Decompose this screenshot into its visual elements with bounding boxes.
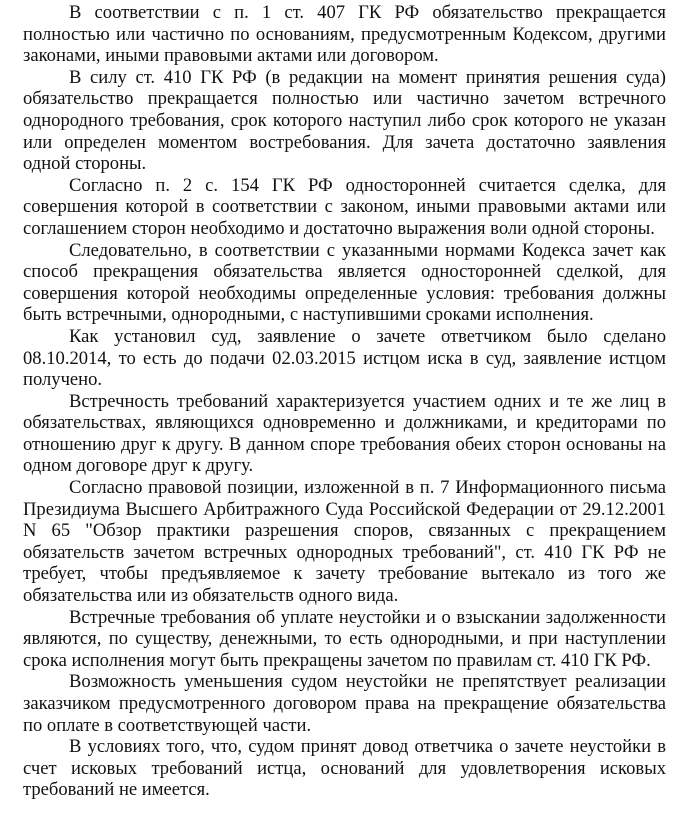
paragraph-homogeneous-claims: Встречные требования об уплате неустойки и о взыскании задолженности являются, по существу, денежными, то есть однородными, и при наступлении срока исполнения могут быть прекращены зачетом по правилам ст. 410 ГК РФ. [23,606,666,671]
paragraph-article-410: В силу ст. 410 ГК РФ (в редакции на момент принятия решения суда) обязательство прекращается полностью или частично зачетом встречного однородного требования, срок которого наступил либо срок которого не указан или определен моментом востребования. Для зачета достаточно заявления одной стороны. [23,66,666,175]
paragraph-penalty-reduction: Возможность уменьшения судом неустойки не препятствует реализации заказчиком предусмотренного договором права на прекращение обязательства по оплате в соответствующей части. [23,671,666,736]
paragraph-counter-claims: Встречность требований характеризуется участием одних и те же лиц в обязательствах, являющихся одновременно и должниками, и кредиторами по отношению друг к другу. В данном споре требования обеих сторон основаны на одном договоре друг к другу. [23,390,666,477]
paragraph-article-407: В соответствии с п. 1 ст. 407 ГК РФ обязательство прекращается полностью или частично по основаниям, предусмотренным Кодексом, другими законами, иными правовыми актами или договором. [23,2,666,67]
paragraph-article-154: Согласно п. 2 с. 154 ГК РФ односторонней считается сделка, для совершения которой в соответствии с законом, иными правовыми актами или соглашением сторон необходимо и достаточно выражения воли одной стороны. [23,174,666,239]
paragraph-legal-position: Согласно правовой позиции, изложенной в п. 7 Информационного письма Президиума Высшего Арбитражного Суда Российской Федерации от 29.12.2001 N 65 "Обзор практики разрешения споров, связанных с прекращением обязательств зачетом встречных однородных требований", ст. 410 ГК РФ не требует, чтобы предъявляемое к зачету требование вытекало из того же обязательства или из обязательств одного вида. [23,477,666,607]
paragraph-set-off-conditions: Следовательно, в соответствии с указанными нормами Кодекса зачет как способ прекращения обязательства является односторонней сделкой, для совершения которой необходимы определенные условия: требования должны быть встречными, однородными, с наступившими сроками исполнения. [23,239,666,326]
paragraph-court-findings: Как установил суд, заявление о зачете ответчиком было сделано 08.10.2014, то есть до подачи 02.03.2015 истцом иска в суд, заявление истцом получено. [23,325,666,391]
paragraph-conclusion: В условиях того, что, судом принят довод ответчика о зачете неустойки в счет исковых требований истца, оснований для удовлетворения исковых требований не имеется. [23,736,666,801]
